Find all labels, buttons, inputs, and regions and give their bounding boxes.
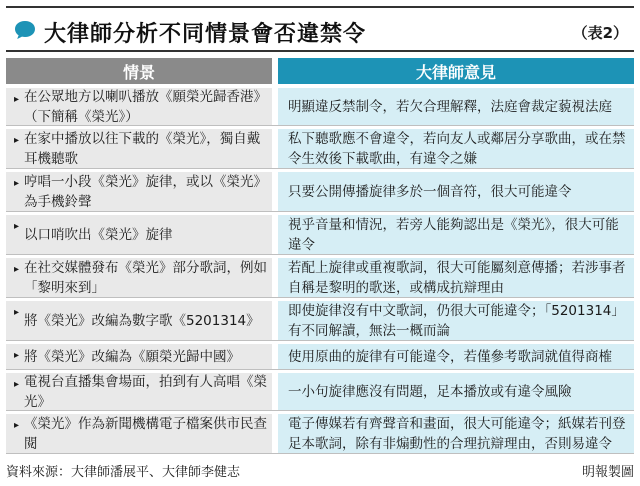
triangle-bullet-icon: ▸ bbox=[14, 94, 20, 105]
triangle-bullet-icon: ▸ bbox=[14, 420, 20, 431]
speech-bubble-icon bbox=[14, 20, 36, 40]
triangle-bullet-icon: ▸ bbox=[14, 264, 20, 275]
scenario-cell bbox=[6, 373, 272, 410]
opinion-cell: 使用原曲的旋律有可能違令，若僅參考歌詞就值得商榷 bbox=[278, 344, 634, 369]
table-row bbox=[6, 414, 634, 454]
triangle-bullet-icon: ▸ bbox=[14, 178, 20, 189]
table-row bbox=[6, 215, 634, 255]
opinion-cell: 電子傳媒若有齊聲音和畫面，很大可能違令；紙媒若刊登足本歌詞，除有非煽動性的合理抗辯理由，否則易違令 bbox=[278, 414, 634, 453]
opinion-cell: 一小句旋律應沒有問題，足本播放或有違令風險 bbox=[278, 373, 634, 410]
triangle-bullet-icon: ▸ bbox=[14, 307, 20, 318]
table-row bbox=[6, 344, 634, 370]
source-note: 資料來源：大律師潘展平、大律師李健志 bbox=[6, 464, 241, 480]
scenario-text: 哼唱一小段《榮光》旋律，或以《榮光》為手機鈴聲 bbox=[24, 173, 267, 210]
table-body bbox=[6, 88, 634, 457]
triangle-bullet-icon: ▸ bbox=[14, 221, 20, 232]
scenario-text: 《榮光》作為新聞機構電子檔案供市民查閱 bbox=[24, 415, 267, 452]
triangle-bullet-icon: ▸ bbox=[14, 379, 20, 390]
scenario-cell bbox=[6, 215, 272, 254]
triangle-bullet-icon: ▸ bbox=[14, 135, 20, 146]
scenario-cell bbox=[6, 129, 272, 168]
opinion-cell: 視乎音量和情況，若旁人能夠認出是《榮光》，很大可能違令 bbox=[278, 215, 634, 254]
scenario-text: 在家中播放以往下載的《榮光》，獨自戴耳機聽歌 bbox=[24, 130, 261, 167]
table-row bbox=[6, 373, 634, 411]
scenario-cell bbox=[6, 172, 272, 211]
scenario-cell bbox=[6, 414, 272, 453]
table-header bbox=[6, 58, 634, 84]
scenario-cell bbox=[6, 344, 272, 369]
table-row bbox=[6, 172, 634, 212]
page-title: 大律師分析不同情景會否違禁令 bbox=[44, 22, 367, 47]
scenario-text: 在公眾地方以喇叭播放《願榮光歸香港》（下簡稱《榮光》） bbox=[24, 88, 267, 125]
table-number: （表2） bbox=[572, 24, 628, 42]
title-bar bbox=[6, 6, 634, 52]
header-opinion: 大律師意見 bbox=[278, 58, 634, 84]
opinion-cell: 若配上旋律或重複歌詞，很大可能屬刻意傳播；若涉事者自稱是黎明的歌迷，或構成抗辯理由 bbox=[278, 258, 634, 297]
scenario-text: 在社交媒體發布《榮光》部分歌詞，例如「黎明來到」 bbox=[24, 259, 267, 296]
scenario-text: 以口哨吹出《榮光》旋律 bbox=[24, 226, 173, 243]
table-row bbox=[6, 129, 634, 169]
opinion-cell: 即使旋律沒有中文歌詞，仍很大可能違令；「5201314」有不同解讀，無法一概而論 bbox=[278, 301, 634, 340]
scenario-cell bbox=[6, 258, 272, 297]
triangle-bullet-icon: ▸ bbox=[14, 350, 20, 361]
scenario-text: 電視台直播集會場面，拍到有人高唱《榮光》 bbox=[24, 373, 267, 410]
table-row bbox=[6, 301, 634, 341]
credit: 明報製圖 bbox=[581, 464, 634, 480]
scenario-cell bbox=[6, 88, 272, 125]
table-row bbox=[6, 88, 634, 126]
opinion-cell: 只要公開傳播旋律多於一個音符，很大可能違令 bbox=[278, 172, 634, 211]
table-row bbox=[6, 258, 634, 298]
footer bbox=[6, 459, 634, 481]
scenario-cell bbox=[6, 301, 272, 340]
opinion-cell: 私下聽歌應不會違令，若向友人或鄰居分享歌曲，或在禁令生效後下載歌曲，有違令之嫌 bbox=[278, 129, 634, 168]
scenario-text: 將《榮光》改編為《願榮光歸中國》 bbox=[24, 348, 240, 365]
header-scenario: 情景 bbox=[6, 58, 272, 84]
scenario-text: 將《榮光》改編為數字歌《5201314》 bbox=[24, 312, 260, 329]
opinion-cell: 明顯違反禁制令，若欠合理解釋，法庭會裁定藐視法庭 bbox=[278, 88, 634, 125]
